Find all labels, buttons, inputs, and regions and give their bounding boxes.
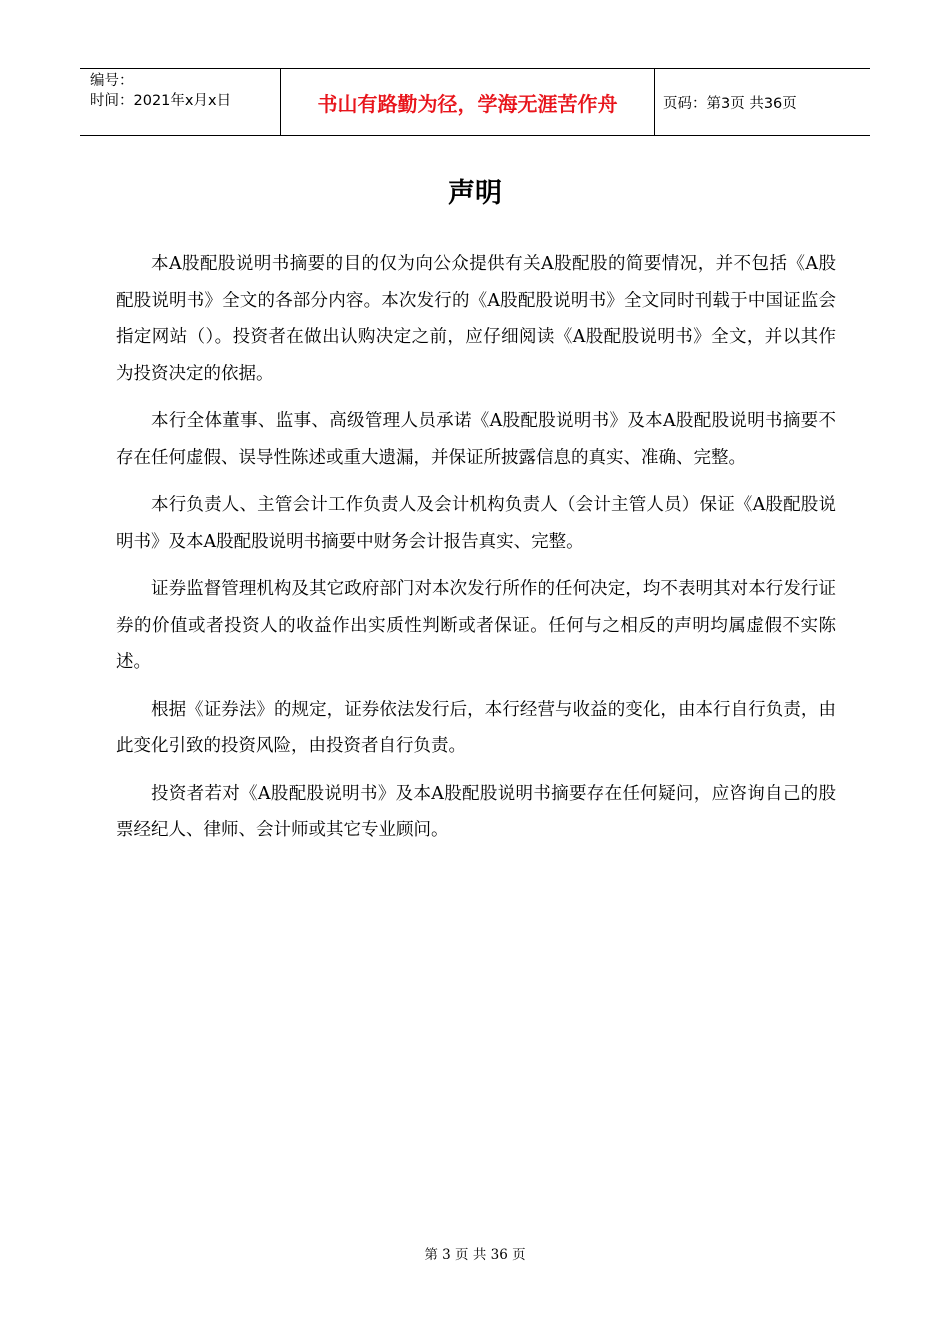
header-meta [80,69,281,135]
header-motto: 书山有路勤为径，学海无涯苦作舟 [281,69,655,135]
document-title: 声明 [448,178,502,209]
paragraph: 证券监督管理机构及其它政府部门对本次发行所作的任何决定，均不表明其对本行发行证券的价值或者投资人的收益作出实质性判断或者保证。任何与之相反的声明均属虚假不实陈述。 [116,579,836,672]
paragraph: 根据《证券法》的规定，证券依法发行后，本行经营与收益的变化，由本行自行负责，由此变化引致的投资风险，由投资者自行负责。 [116,699,836,756]
document-body [116,246,836,860]
paragraph: 本行负责人、主管会计工作负责人及会计机构负责人（会计主管人员）保证《A股配股说明书》及本A股配股说明书摘要中财务会计报告真实、完整。 [116,495,836,552]
page-header [80,68,870,136]
paragraph: 本行全体董事、监事、高级管理人员承诺《A股配股说明书》及本A股配股说明书摘要不存在任何虚假、误导性陈述或重大遗漏，并保证所披露信息的真实、准确、完整。 [116,411,836,468]
header-page-info: 页码：第3页 共36页 [663,95,797,112]
document-number-label: 编号： [90,73,134,89]
page-footer: 第 3 页 共 36 页 [424,1247,526,1263]
document-time-label: 时间：2021年x月x日 [90,93,232,109]
paragraph: 投资者若对《A股配股说明书》及本A股配股说明书摘要存在任何疑问，应咨询自己的股票经纪人、律师、会计师或其它专业顾问。 [116,783,836,840]
paragraph: 本A股配股说明书摘要的目的仅为向公众提供有关A股配股的简要情况，并不包括《A股配股说明书》全文的各部分内容。本次发行的《A股配股说明书》全文同时刊载于中国证监会指定网站（）。投资者在做出认购决定之前，应仔细阅读《A股配股说明书》全文，并以其作为投资决定的依据。 [116,254,836,384]
